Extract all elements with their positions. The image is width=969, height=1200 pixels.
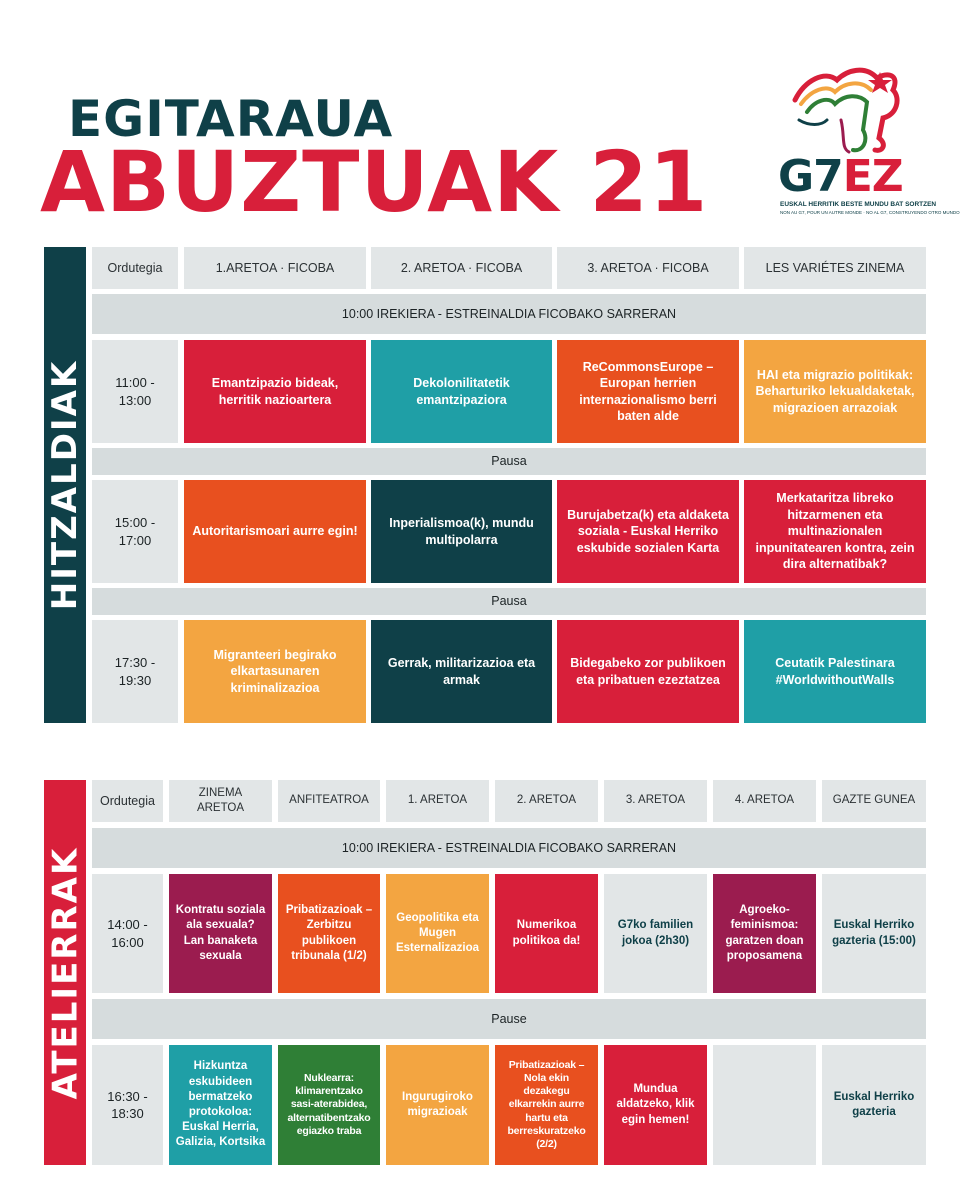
event-cell: Inperialismoa(k), mundu multipolarra [371,480,552,583]
pause-band: Pause [92,999,926,1039]
event-cell: Emantzipazio bideak, herritik nazioartera [184,340,366,443]
event-cell: Gerrak, militarizazioa eta armak [371,620,552,723]
header-cell-cinema: LES VARIÉTES ZINEMA [744,247,926,289]
section-label-atelierrak: ATELIERRAK [44,780,86,1165]
event-cell: Numerikoa politikoa da! [495,874,598,993]
header-cell-schedule: Ordutegia [92,247,178,289]
event-cell: Ingurugiroko migrazioak [386,1045,489,1165]
logo-tagline-small: NON AU G7, POUR UN AUTRE MONDE · NO AL G7, CONSTRUYENDO OTRO MUNDO [780,210,960,215]
event-cell: Bidegabeko zor publikoen eta pribatuen ezeztatzea [557,620,739,723]
header-cell-room-2: 2. ARETOA [495,780,598,822]
event-cell: ReCommonsEurope – Europan herrien internazionalismo berri baten alde [557,340,739,443]
event-cell: Autoritarismoari aurre egin! [184,480,366,583]
event-cell: Pribatizazioak – Nola ekin dezakegu elkarrekin aurre hartu eta berreskuratzeko (2/2) [495,1045,598,1165]
page-title: ABUZTUAK 21 [40,133,709,231]
opening-band: 10:00 IREKIERA - ESTREINALDIA FICOBAKO SARRERAN [92,294,926,334]
header-cell-room-3: 3. ARETOA [604,780,707,822]
pause-band: Pausa [92,588,926,615]
event-cell: HAI eta migrazio politikak: Beharturiko lekualdaketak, migrazioen arrazoiak [744,340,926,443]
event-cell: Euskal Herriko gazteria (15:00) [822,874,926,993]
event-cell: Migranteeri begirako elkartasunaren kriminalizazioa [184,620,366,723]
time-slot: 15:00 - 17:00 [92,480,178,583]
pause-band: Pausa [92,448,926,475]
logo-tagline: EUSKAL HERRITIK BESTE MUNDU BAT SORTZEN [780,201,937,208]
header-cell-room-2: 2. ARETOA · FICOBA [371,247,552,289]
header-cell-youth-space: GAZTE GUNEA [822,780,926,822]
event-cell: Mundua aldatzeko, klik egin hemen! [604,1045,707,1165]
header-cell-room-1: 1.ARETOA · FICOBA [184,247,366,289]
event-cell: Ceutatik Palestinara #WorldwithoutWalls [744,620,926,723]
page-subtitle: EGITARAUA [68,90,394,148]
event-cell: Pribatizazioak – Zerbitzu publikoen tribunala (1/2) [278,874,380,993]
time-slot: 16:30 - 18:30 [92,1045,163,1165]
event-cell-empty [713,1045,816,1165]
logo-wordmark: G7EZ [778,151,903,202]
event-cell: Burujabetza(k) eta aldaketa soziala - Euskal Herriko eskubide sozialen Karta [557,480,739,583]
header-cell-amphitheatre: ANFITEATROA [278,780,380,822]
event-cell: Euskal Herriko gazteria [822,1045,926,1165]
event-cell: Kontratu soziala ala sexuala? Lan banaketa sexuala [169,874,272,993]
header-cell-room-3: 3. ARETOA · FICOBA [557,247,739,289]
section-label-hitzaldiak: HITZALDIAK [44,247,86,723]
header-cell-room-4: 4. ARETOA [713,780,816,822]
header-cell-cinema-hall: ZINEMA ARETOA [169,780,272,822]
time-slot: 17:30 - 19:30 [92,620,178,723]
event-cell: Dekolonilitatetik emantzipaziora [371,340,552,443]
event-cell: G7ko familien jokoa (2h30) [604,874,707,993]
event-cell: Geopolitika eta Mugen Esternalizazioa [386,874,489,993]
header-cell-room-1: 1. ARETOA [386,780,489,822]
event-cell: Merkataritza libreko hitzarmenen eta multinazionalen inpunitatearen kontra, zein dira alternatibak? [744,480,926,583]
event-cell: Nuklearra: klimarentzako sasi-aterabidea, alternatibentzako egiazko traba [278,1045,380,1165]
opening-band: 10:00 IREKIERA - ESTREINALDIA FICOBAKO SARRERAN [92,828,926,868]
header-cell-schedule: Ordutegia [92,780,163,822]
time-slot: 14:00 - 16:00 [92,874,163,993]
event-cell: Agroeko-feminismoa: garatzen doan proposamena [713,874,816,993]
event-cell: Hizkuntza eskubideen bermatzeko protokoloa: Euskal Herria, Galizia, Kortsika [169,1045,272,1165]
time-slot: 11:00 - 13:00 [92,340,178,443]
